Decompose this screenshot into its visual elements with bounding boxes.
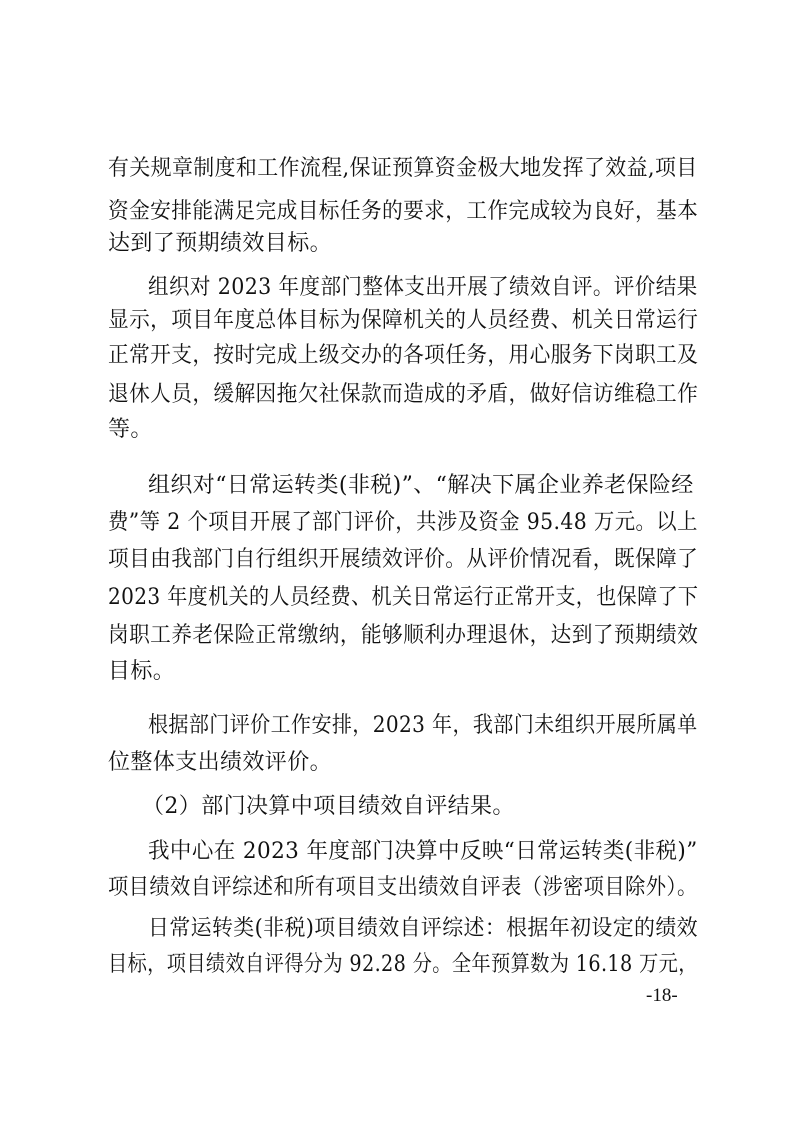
text-line: 项目由我部门自行组织开展绩效评价。从评价情况看，既保障了 [108, 547, 699, 572]
text-line: 正常开支，按时完成上级交办的各项任务，用心服务下岗职工及 [108, 343, 699, 368]
text-line: 我中心在 2023 年度部门决算中反映“日常运转类(非税)” [148, 839, 698, 864]
text-line: 日常运转类(非税)项目绩效自评综述：根据年初设定的绩效 [148, 916, 698, 941]
text-line: 岗职工养老保险正常缴纳，能够顺利办理退休，达到了预期绩效 [108, 623, 699, 648]
text-line: 组织对“日常运转类(非税)”、“解决下属企业养老保险经 [148, 473, 694, 498]
text-line: 组织对 2023 年度部门整体支出开展了绩效自评。评价结果 [148, 275, 698, 300]
text-line: 项目绩效自评综述和所有项目支出绩效自评表（涉密项目除外）。 [108, 875, 698, 900]
text-line: 根据部门评价工作安排，2023 年，我部门未组织开展所属单 [148, 713, 698, 738]
text-line: 费”等 2 个项目开展了部门评价，共涉及资金 95.48 万元。以上 [108, 510, 698, 535]
text-line: 位整体支出绩效评价。 [108, 750, 333, 775]
text-line: 目标，项目绩效自评得分为 92.28 分。全年预算数为 16.18 万元， [108, 952, 698, 977]
text-line: 目标。 [108, 659, 176, 684]
text-line: 资金安排能满足完成目标任务的要求，工作完成较为良好，基本 [108, 199, 699, 224]
text-line: 达到了预期绩效目标。 [108, 231, 333, 256]
text-line: 有关规章制度和工作流程,保证预算资金极大地发挥了效益,项目 [108, 156, 698, 181]
text-line: 显示，项目年度总体目标为保障机关的人员经费、机关日常运行 [108, 308, 699, 333]
text-line: 退休人员，缓解因拖欠社保款而造成的矛盾，做好信访维稳工作 [108, 382, 699, 407]
page-number: -18- [646, 985, 678, 1006]
text-line: 等。 [108, 417, 153, 442]
text-line: 2023 年度机关的人员经费、机关日常运行正常开支，也保障了下 [108, 585, 699, 610]
text-line: （2）部门决算中项目绩效自评结果。 [142, 794, 515, 819]
